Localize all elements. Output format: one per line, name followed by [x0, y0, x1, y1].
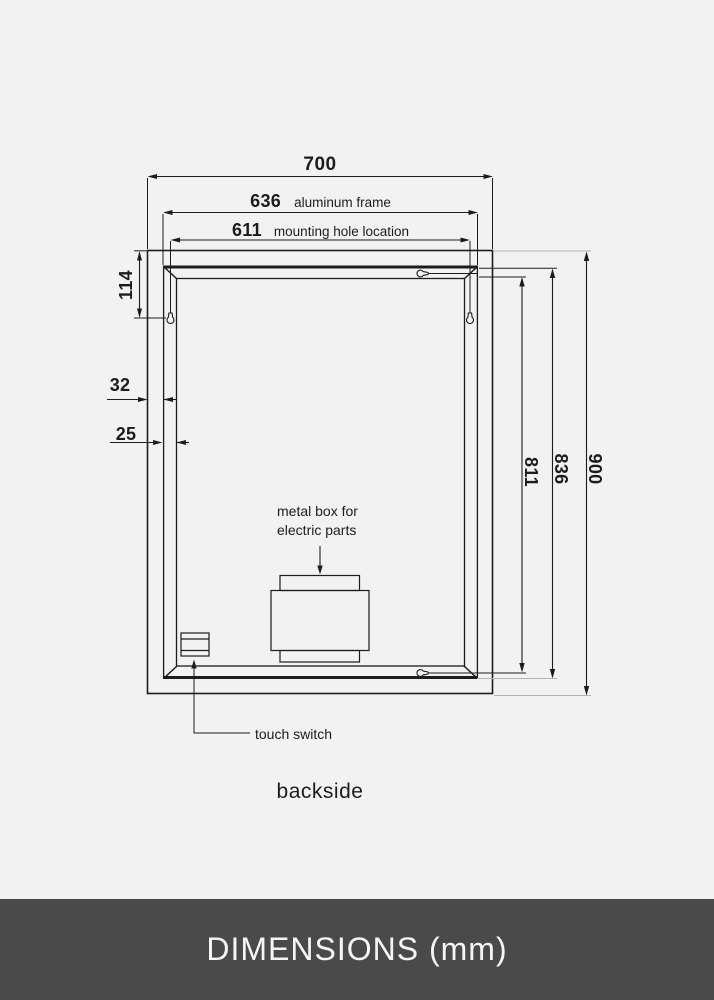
dim-811-label: 811 [521, 457, 542, 487]
footer-bar [0, 899, 714, 1000]
dim-611-row [163, 220, 478, 241]
dim-611-value: 611 [231, 220, 262, 240]
mirror-outline [148, 251, 493, 694]
dim-636-row [163, 191, 478, 212]
dim-700-label: 700 [303, 154, 337, 175]
hanger-hole-icon [417, 270, 428, 676]
aluminum-frame-outline [163, 266, 478, 679]
mounting-hole-icon [167, 313, 474, 324]
metal-box-label-line1: metal box for [277, 503, 358, 519]
dim-636-note: aluminum frame [294, 195, 391, 210]
dim-611-note: mounting hole location [273, 224, 410, 239]
dim-900-label: 900 [585, 453, 606, 485]
dim-32-label: 32 [109, 375, 131, 395]
extension-lines [134, 178, 557, 673]
dim-114-label: 114 [115, 270, 136, 300]
metal-box-label [277, 502, 358, 539]
dimension-lines [107, 177, 587, 693]
dim-25-label: 25 [115, 424, 137, 444]
metal-box-label-line2: electric parts [277, 521, 357, 538]
view-label: backside [276, 780, 364, 803]
touch-switch-label: touch switch [255, 726, 333, 742]
dim-636-value: 636 [250, 191, 282, 211]
metal-box-shape [271, 546, 369, 662]
touch-switch-shape [181, 633, 250, 733]
dim-836-label: 836 [551, 453, 572, 485]
arrowheads [137, 174, 589, 696]
footer-title: DIMENSIONS (mm) [206, 931, 508, 967]
